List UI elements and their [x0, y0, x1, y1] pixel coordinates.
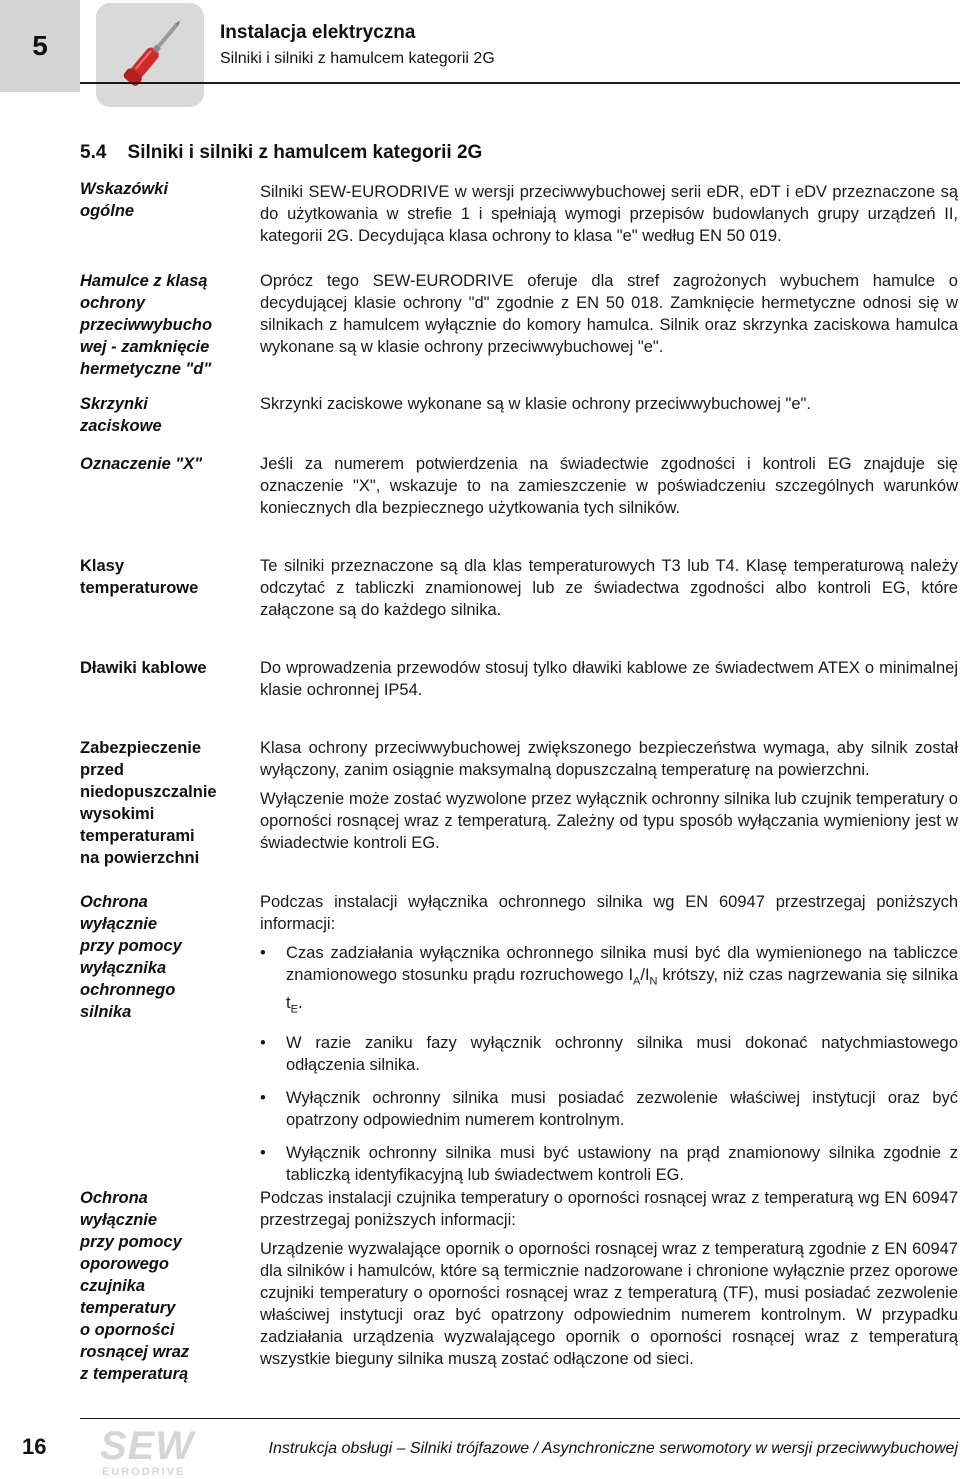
- label-sensor: [80, 1187, 248, 1385]
- label-line: przy pomocy: [80, 1233, 182, 1251]
- label-line: wyłącznie: [80, 1211, 158, 1229]
- label-line: temperatury: [80, 1299, 176, 1317]
- label-line: hermetyczne "d": [80, 360, 212, 378]
- label-line: niedopuszczalnie: [80, 783, 217, 801]
- label-line: wyłącznie: [80, 915, 158, 933]
- paragraph-protection-1: Klasa ochrony przeciwwybuchowej zwiększonego bezpieczeństwa wymaga, aby silnik został wyłączony, zanim osiągnie maksymalną dopuszczalną temperaturę na powierzchni.: [260, 739, 958, 779]
- subscript: E: [290, 1003, 298, 1016]
- label-line: Ochrona: [80, 893, 148, 911]
- eurodrive-logo-text: EURODRIVE: [102, 1466, 186, 1478]
- header-title: Instalacja elektryczna: [220, 22, 416, 43]
- label-line: wyłącznika: [80, 959, 167, 977]
- label-line: temperaturowe: [80, 579, 199, 597]
- label-line: czujnika: [80, 1277, 146, 1295]
- bullet-text: Wyłącznik ochronny silnika musi być ustawiony na prąd znamionowy silnika zgodnie z tabliczką identyfikacyjną lub świadectwem kontroli EG.: [286, 1143, 958, 1184]
- list-item: [260, 1142, 958, 1186]
- label-line: z temperaturą: [80, 1365, 189, 1383]
- header-subtitle: Silniki i silniki z hamulcem kategorii 2G: [220, 50, 495, 67]
- subscript: N: [649, 975, 658, 988]
- list-item: [260, 1032, 958, 1076]
- label-brakes: [80, 270, 248, 380]
- label-protection: [80, 737, 248, 869]
- screwdriver-icon: [96, 3, 204, 107]
- label-terminal: [80, 393, 248, 437]
- paragraph-sensor-2: Urządzenie wyzwalające opornik o oporności rosnącej wraz z temperaturą zgodnie z EN 60947 dla silników i hamulców, które są termicznie nadzorowane i chronione wyłącznie przez oporowe czujniki temperatury o oporności rosnącej wraz z temperaturą (TF), musi posiadać zezwolenie właściwej instytucji oraz być opatrzony odpowiednim numerem kontrolnym. W przypadku zadziałania urządzenia wyzwalającego opornik o oporności rosnącej wraz z temperaturą wszystkie bieguny silnika muszą zostać odłączone od sieci.: [260, 1240, 958, 1368]
- label-line: Wskazówki: [80, 180, 169, 198]
- bullet-text: /I: [640, 966, 650, 984]
- paragraph-breaker-intro: Podczas instalacji wyłącznika ochronnego silnika wg EN 60947 przestrzegaj poniższych informacji:: [260, 893, 958, 933]
- section-title: Silniki i silniki z hamulcem kategorii 2G: [127, 142, 483, 163]
- bullet-marker: •: [260, 1033, 266, 1052]
- header-divider: [80, 82, 960, 84]
- label-marking: [80, 453, 248, 475]
- paragraph-temp-classes: Te silniki przeznaczone są dla klas temperaturowych T3 lub T4. Klasę temperaturową należy odczytać z tabliczki znamionowej lub ze świadectwa zgodności albo kontroli EG, które załączone są do każdego silnika.: [260, 557, 958, 619]
- label-line: przy pomocy: [80, 937, 182, 955]
- paragraph-sensor-1: Podczas instalacji czujnika temperatury o oporności rosnącej wraz z temperaturą wg EN 60947 przestrzegaj poniższych informacji:: [260, 1189, 958, 1229]
- label-line: Ochrona: [80, 1189, 148, 1207]
- bullet-text: Wyłącznik ochronny silnika musi posiadać zezwolenie właściwej instytucji oraz być opatrzony odpowiednim numerem kontrolnym.: [286, 1088, 958, 1129]
- bullet-text: krótszy, niż czas nagrzewania się silnika t: [286, 966, 958, 1013]
- label-line: ogólne: [80, 202, 135, 220]
- label-line: ochronnego: [80, 981, 176, 999]
- label-line: temperaturami: [80, 827, 195, 845]
- paragraph-protection-2: Wyłączenie może zostać wyzwolone przez wyłącznik ochronny silnika lub czujnik temperatury o oporności rosnącej wraz z temperaturą. Zależny od typu sposób wyłączania wymieniony jest w świadectwie kontroli EG.: [260, 790, 958, 852]
- subscript: A: [633, 975, 641, 988]
- label-general: [80, 178, 248, 222]
- bullet-text: Czas zadziałania wyłącznika ochronnego silnika musi być dla wymienionego na tabliczce znamionowego stosunku prądu rozruchowego I: [286, 944, 958, 984]
- page-number: 16: [22, 1434, 47, 1459]
- bullet-marker: •: [260, 944, 266, 962]
- paragraph-general: Silniki SEW-EURODRIVE w wersji przeciwwybuchowej serii eDR, eDT i eDV przeznaczone są do użytkowania w strefie 1 i spełniają wymogi przepisów budowlanych grupy urządzeń II, kategorii 2G. Decydująca klasa ochrony to klasa "e" według EN 50 019.: [260, 183, 958, 245]
- paragraph-marking: Jeśli za numerem potwierdzenia na świadectwie zgodności i kontroli EG znajduje się oznaczenie "X", wskazuje to na zamieszczenie w poświadczeniu szczególnych warunków koniecznych dla bezpiecznego użytkowania tych silników.: [260, 455, 958, 517]
- label-line: Skrzynki: [80, 395, 148, 413]
- footer-text: Instrukcja obsługi – Silniki trójfazowe / Asynchroniczne serwomotory w wersji przeciwwybuchowej: [268, 1440, 958, 1457]
- paragraph-terminal: Skrzynki zaciskowe wykonane są w klasie ochrony przeciwwybuchowej "e".: [260, 395, 811, 413]
- label-line: wysokimi: [80, 805, 155, 823]
- breaker-requirements-list: [260, 942, 958, 1197]
- paragraph-brakes: Oprócz tego SEW-EURODRIVE oferuje dla stref zagrożonych wybuchem hamulce o decydującej klasie ochrony "d" zgodnie z EN 50 018. Zamknięcie hermetyczne odnosi się w silnikach z hamulcem wyłącznie do komory hamulca. Silnik oraz skrzynka zaciskowa hamulca wykonane są w klasie ochrony przeciwwybuchowej "e".: [260, 272, 958, 356]
- section-number: 5.4: [80, 142, 107, 163]
- bullet-marker: •: [260, 1088, 266, 1107]
- label-line: ochrony: [80, 294, 146, 312]
- label-line: rosnącej wraz: [80, 1343, 190, 1361]
- paragraph-glands: Do wprowadzenia przewodów stosuj tylko dławiki kablowe ze świadectwem ATEX o minimalnej klasie ochronnej IP54.: [260, 659, 958, 699]
- list-item: [260, 942, 958, 1021]
- section-heading: [80, 142, 482, 164]
- label-glands: [80, 657, 248, 679]
- label-line: zaciskowe: [80, 417, 162, 435]
- label-line: Oznaczenie "X": [80, 455, 203, 473]
- footer-divider: [80, 1418, 960, 1419]
- label-line: oporowego: [80, 1255, 169, 1273]
- bullet-marker: •: [260, 1143, 266, 1162]
- label-line: wej - zamknięcie: [80, 338, 210, 356]
- label-breaker: [80, 891, 248, 1023]
- label-line: o oporności: [80, 1321, 175, 1339]
- label-line: Zabezpieczenie: [80, 739, 202, 757]
- sew-logo: SEW: [100, 1424, 195, 1468]
- label-temp-classes: [80, 555, 248, 599]
- bullet-text: W razie zaniku fazy wyłącznik ochronny silnika musi dokonać natychmiastowego odłączenia silnika.: [286, 1033, 958, 1074]
- label-line: przed: [80, 761, 125, 779]
- label-line: przeciwwybucho: [80, 316, 213, 334]
- label-line: Klasy: [80, 557, 125, 575]
- list-item: [260, 1087, 958, 1131]
- label-line: silnika: [80, 1003, 132, 1021]
- bullet-text: .: [297, 994, 303, 1013]
- label-line: na powierzchni: [80, 849, 200, 867]
- chapter-number: 5: [32, 30, 48, 61]
- label-line: Hamulce z klasą: [80, 272, 208, 290]
- chapter-number-tab: [0, 0, 80, 92]
- label-line: Dławiki kablowe: [80, 659, 207, 677]
